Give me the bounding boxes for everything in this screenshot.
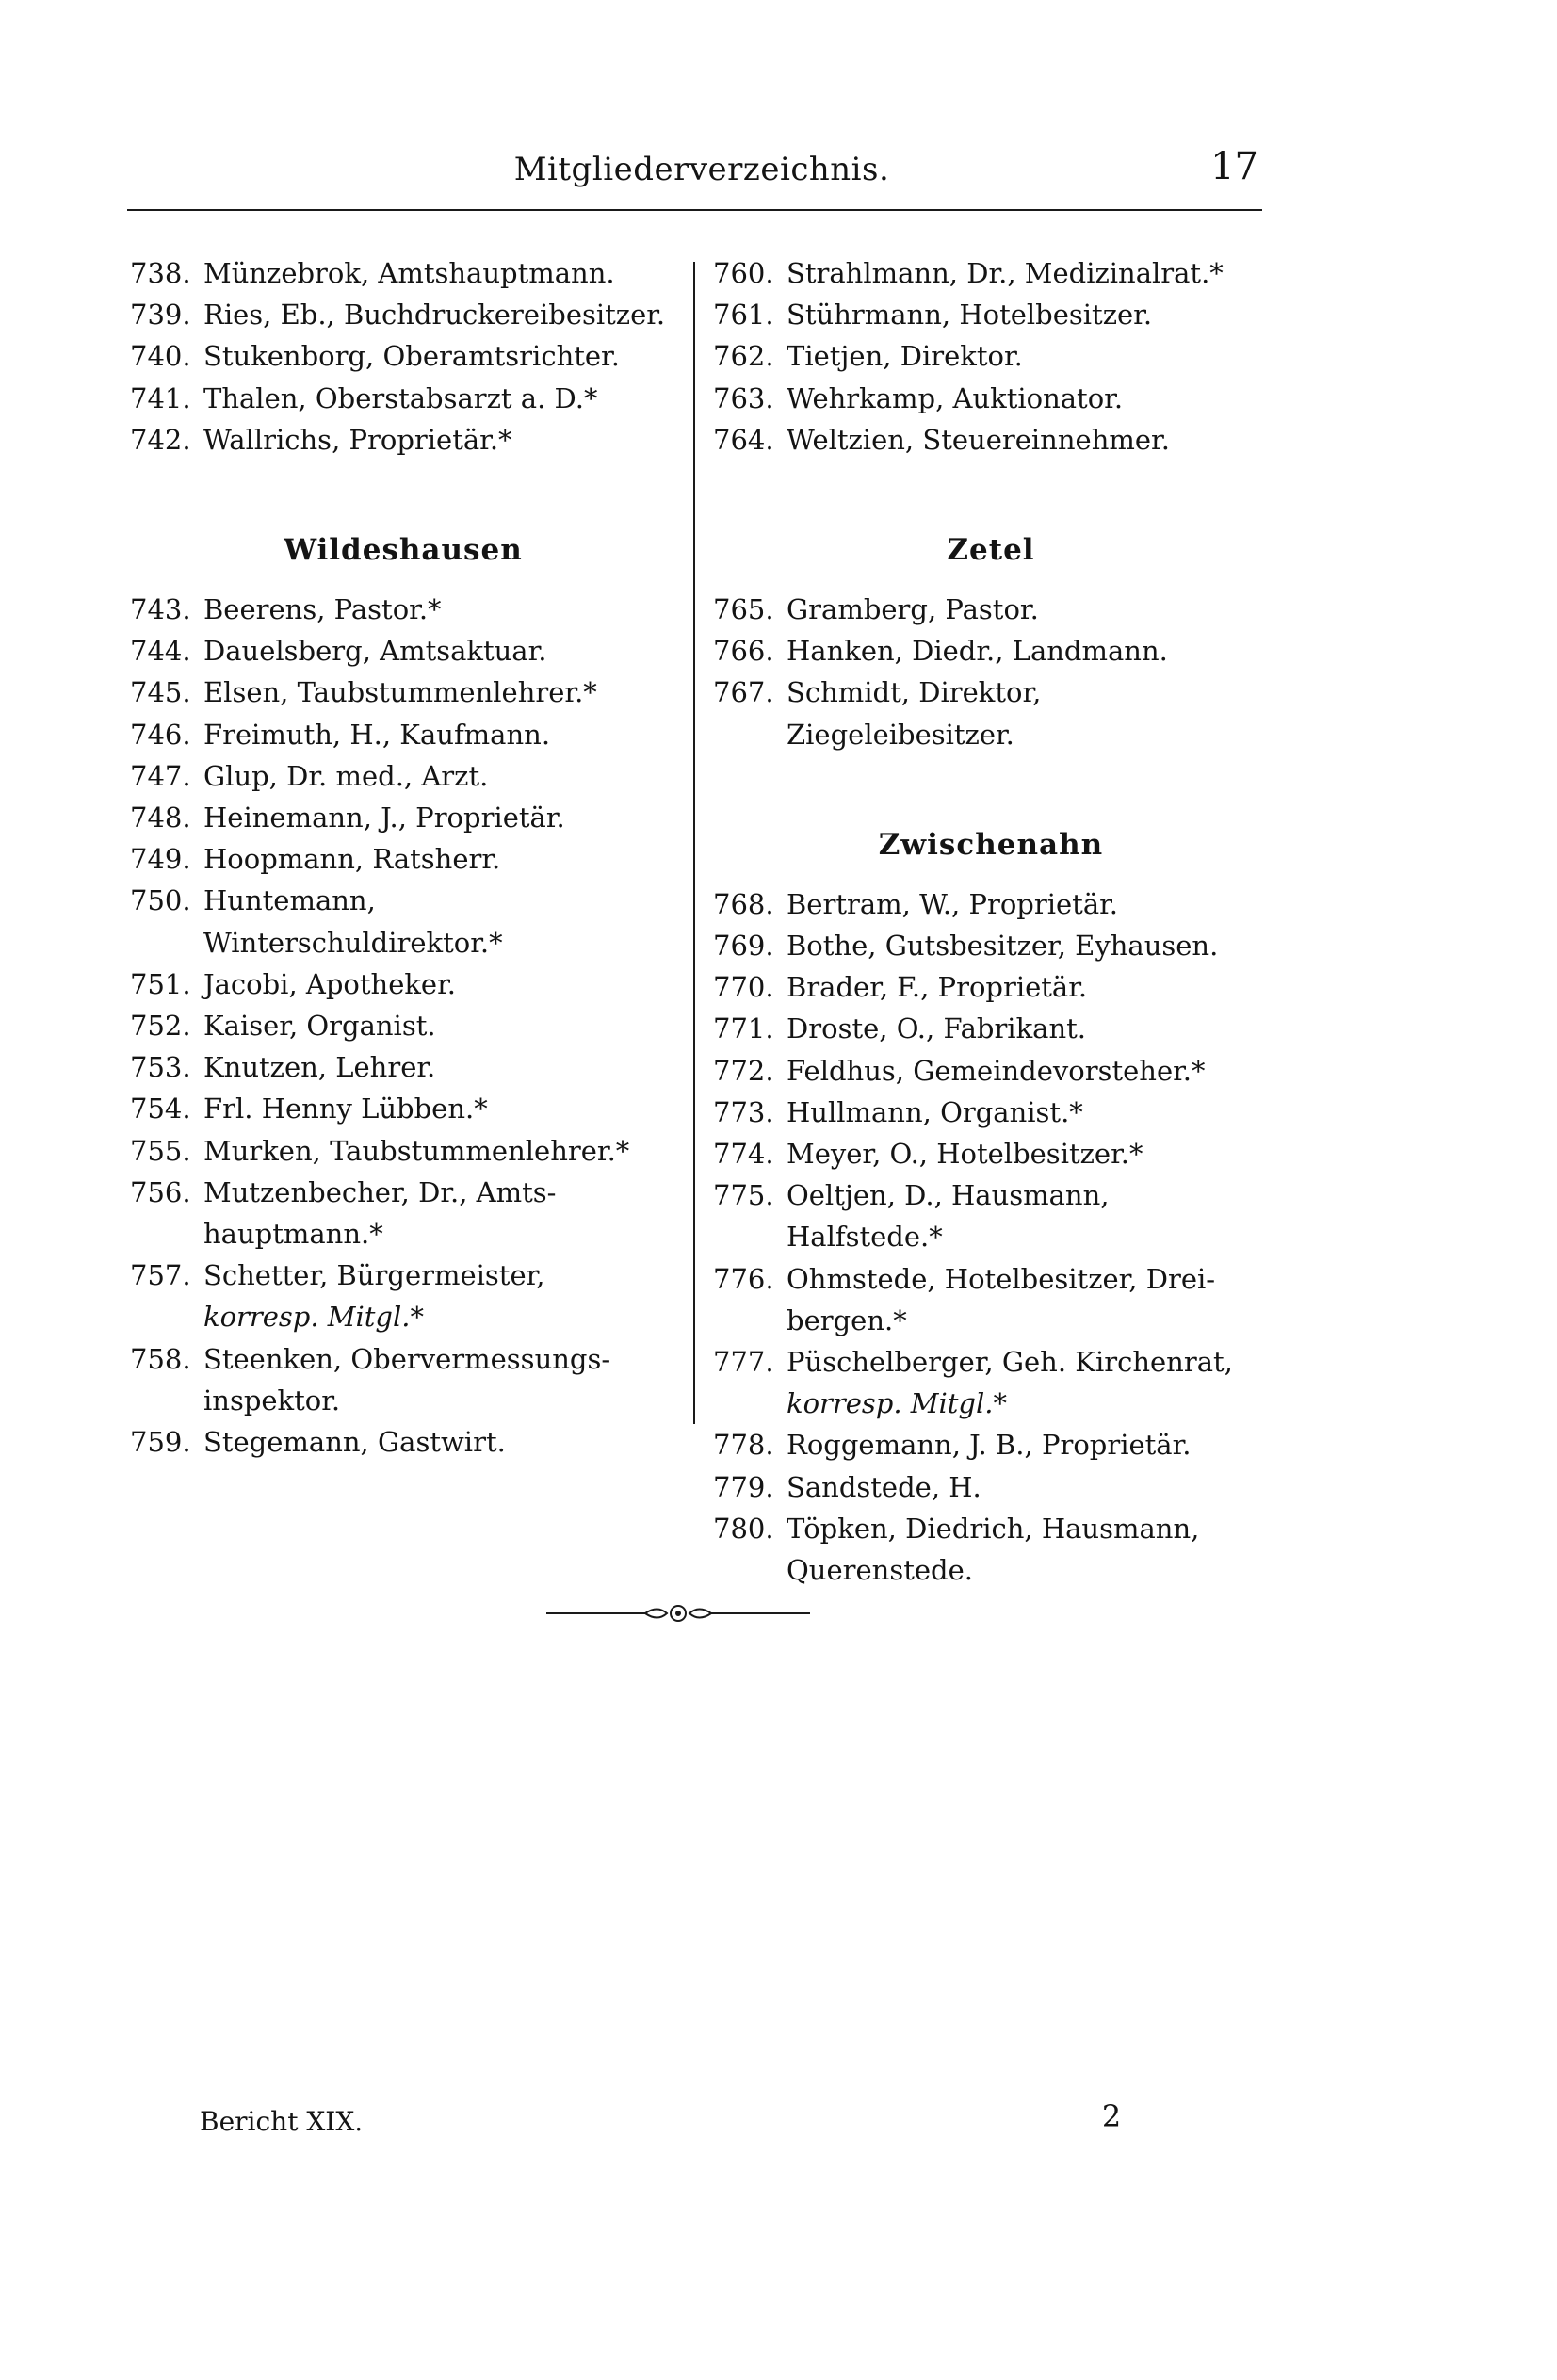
entry-text: Töpken, Diedrich, Hausmann,	[787, 1512, 1200, 1545]
section-title: Zwischenahn	[878, 827, 1104, 862]
entry-name	[787, 1466, 1269, 1508]
entry-text: Bothe, Gutsbesitzer, Eyhausen.	[787, 930, 1219, 963]
running-header: Mitgliederverzeichnis.	[513, 151, 890, 188]
entry-text: Beerens, Pastor.*	[203, 593, 442, 626]
entry-name	[203, 963, 676, 1005]
entry-name	[787, 672, 1269, 754]
member-entry	[130, 335, 676, 377]
section-title: Wildeshausen	[284, 533, 523, 568]
member-entry	[713, 672, 1269, 754]
left-column	[130, 252, 676, 1463]
entry-name	[203, 797, 676, 838]
entry-text: Heinemann, J., Proprietär.	[203, 801, 565, 834]
member-entry	[713, 252, 1269, 294]
entry-text: Meyer, O., Hotelbesitzer.*	[787, 1138, 1143, 1171]
entry-name	[787, 1133, 1269, 1174]
entry-number: 738.	[130, 257, 191, 289]
member-entry	[713, 1258, 1269, 1341]
signature-mark: 2	[1101, 2098, 1122, 2134]
entry-name	[787, 294, 1269, 335]
member-entry	[713, 1050, 1269, 1092]
entry-text: Hoopmann, Ratsherr.	[203, 843, 501, 876]
entry-number: 769.	[713, 930, 774, 963]
member-entry	[130, 1421, 676, 1463]
member-entry	[130, 1005, 676, 1046]
entry-name	[787, 630, 1269, 672]
entry-name	[787, 925, 1269, 966]
entry-text: Droste, O., Fabrikant.	[787, 1012, 1086, 1045]
entry-number: 755.	[130, 1134, 191, 1167]
entry-number: 749.	[130, 843, 191, 876]
entry-number: 768.	[713, 887, 774, 920]
entry-text: Wallrichs, Proprietär.*	[203, 423, 512, 456]
header-rule	[127, 209, 1262, 211]
entry-text: Wehrkamp, Auktionator.	[787, 381, 1124, 414]
entry-text: Oeltjen, D., Hausmann, Halfstede.*	[787, 1179, 1110, 1254]
entry-number: 780.	[713, 1512, 774, 1545]
member-entry	[130, 1130, 676, 1172]
right-column	[713, 252, 1269, 1591]
entry-name	[203, 714, 676, 755]
page-number: 17	[1210, 145, 1258, 188]
entry-name	[787, 1424, 1269, 1465]
entry-number: 760.	[713, 257, 774, 289]
entry-text: Freimuth, H., Kaufmann.	[203, 718, 551, 751]
entry-number: 765.	[713, 593, 774, 626]
entry-group	[130, 252, 676, 461]
member-entry	[130, 252, 676, 294]
entry-text: Stegemann, Gastwirt.	[203, 1426, 506, 1459]
member-entry	[130, 797, 676, 838]
member-entry	[130, 1088, 676, 1129]
entry-number: 757.	[130, 1259, 191, 1292]
entry-continuation: inspektor.	[203, 1384, 341, 1417]
entry-text: Stukenborg, Oberamtsrichter.	[203, 340, 620, 373]
entry-text: Roggemann, J. B., Proprietär.	[787, 1429, 1192, 1462]
entry-text: Hullmann, Organist.*	[787, 1095, 1083, 1128]
entry-number: 770.	[713, 971, 774, 1004]
entry-text: Frl. Henny Lübben.*	[203, 1093, 488, 1125]
entry-name	[203, 838, 676, 880]
entry-number: 754.	[130, 1093, 191, 1125]
entry-continuation: korresp. Mitgl.*	[787, 1387, 1007, 1420]
entry-number: 764.	[713, 423, 774, 456]
entry-name	[203, 589, 676, 630]
entry-continuation: korresp. Mitgl.*	[203, 1301, 424, 1334]
entry-number: 756.	[130, 1175, 191, 1208]
entry-name	[787, 1092, 1269, 1133]
entry-number: 775.	[713, 1179, 774, 1212]
entry-name	[203, 1421, 676, 1463]
member-entry	[713, 335, 1269, 377]
entry-text: Schmidt, Direktor, Ziegeleibesitzer.	[787, 676, 1042, 751]
entry-name	[203, 880, 676, 963]
entry-name	[787, 966, 1269, 1008]
entry-number: 766.	[713, 635, 774, 668]
entry-number: 778.	[713, 1429, 774, 1462]
member-entry	[713, 589, 1269, 630]
entry-group	[713, 883, 1269, 1591]
entry-text: Thalen, Oberstabsarzt a. D.*	[203, 381, 598, 414]
entry-name	[203, 1130, 676, 1172]
entry-group	[713, 589, 1269, 755]
entry-number: 773.	[713, 1095, 774, 1128]
member-entry	[713, 1341, 1269, 1424]
member-entry	[130, 755, 676, 797]
entry-number: 774.	[713, 1138, 774, 1171]
member-entry	[130, 838, 676, 880]
entry-text: Brader, F., Proprietär.	[787, 971, 1088, 1004]
entry-text: Hanken, Diedr., Landmann.	[787, 635, 1168, 668]
member-entry	[130, 1172, 676, 1255]
entry-name	[787, 1008, 1269, 1049]
entry-number: 752.	[130, 1010, 191, 1043]
entry-number: 743.	[130, 593, 191, 626]
entry-number: 777.	[713, 1346, 774, 1379]
member-entry	[713, 1174, 1269, 1257]
member-entry	[130, 419, 676, 461]
entry-continuation: bergen.*	[787, 1303, 907, 1336]
column-divider	[693, 262, 695, 1424]
entry-text: Weltzien, Steuereinnehmer.	[787, 423, 1170, 456]
member-entry	[130, 1046, 676, 1088]
entry-number: 753.	[130, 1051, 191, 1084]
entry-name	[203, 1172, 676, 1255]
entry-number: 767.	[713, 676, 774, 709]
entry-number: 750.	[130, 884, 191, 917]
entry-number: 751.	[130, 967, 191, 1000]
entry-name	[787, 883, 1269, 925]
entry-name	[203, 1255, 676, 1337]
entry-name	[787, 335, 1269, 377]
member-entry	[713, 883, 1269, 925]
member-entry	[713, 966, 1269, 1008]
member-entry	[130, 714, 676, 755]
entry-name	[787, 252, 1269, 294]
entry-text: Gramberg, Pastor.	[787, 593, 1039, 626]
ornament-divider	[546, 1601, 810, 1626]
entry-name	[203, 755, 676, 797]
entry-text: Strahlmann, Dr., Medizinalrat.*	[787, 257, 1224, 289]
entry-number: 779.	[713, 1470, 774, 1503]
entry-number: 739.	[130, 299, 191, 332]
entry-text: Ries, Eb., Buchdruckereibesitzer.	[203, 299, 666, 332]
entry-name	[787, 1341, 1269, 1424]
entry-continuation: Querenstede.	[787, 1554, 973, 1587]
member-entry	[713, 1092, 1269, 1133]
section-title: Zetel	[947, 533, 1035, 568]
entry-number: 771.	[713, 1012, 774, 1045]
member-entry	[130, 1255, 676, 1337]
entry-text: Steenken, Obervermessungs-	[203, 1342, 611, 1375]
entry-number: 762.	[713, 340, 774, 373]
member-entry	[130, 294, 676, 335]
entry-number: 741.	[130, 381, 191, 414]
entry-name	[203, 252, 676, 294]
entry-continuation: hauptmann.*	[203, 1218, 383, 1251]
member-entry	[713, 1133, 1269, 1174]
member-entry	[130, 963, 676, 1005]
member-entry	[130, 378, 676, 419]
entry-text: Püschelberger, Geh. Kirchenrat,	[787, 1346, 1233, 1379]
entry-name	[203, 1338, 676, 1421]
member-entry	[713, 1008, 1269, 1049]
footer-report-label: Bericht XIX.	[200, 2106, 364, 2137]
entry-name	[203, 1005, 676, 1046]
member-entry	[130, 880, 676, 963]
entry-text: Mutzenbecher, Dr., Amts-	[203, 1175, 557, 1208]
member-entry	[130, 630, 676, 672]
member-entry	[713, 419, 1269, 461]
entry-name	[787, 1050, 1269, 1092]
entry-number: 758.	[130, 1342, 191, 1375]
member-entry	[130, 672, 676, 713]
member-entry	[713, 378, 1269, 419]
entry-name	[787, 589, 1269, 630]
entry-number: 746.	[130, 718, 191, 751]
entry-text: Schetter, Bürgermeister,	[203, 1259, 545, 1292]
entry-name	[787, 1258, 1269, 1341]
entry-name	[203, 672, 676, 713]
entry-text: Feldhus, Gemeindevorsteher.*	[787, 1054, 1206, 1087]
entry-text: Ohmstede, Hotelbesitzer, Drei-	[787, 1262, 1216, 1295]
entry-number: 748.	[130, 801, 191, 834]
entry-text: Tietjen, Direktor.	[787, 340, 1023, 373]
entry-text: Glup, Dr. med., Arzt.	[203, 759, 489, 792]
entry-name	[203, 630, 676, 672]
entry-name	[203, 419, 676, 461]
entry-number: 747.	[130, 759, 191, 792]
entry-name	[787, 419, 1269, 461]
entry-text: Murken, Taubstummenlehrer.*	[203, 1134, 630, 1167]
entry-name	[203, 335, 676, 377]
member-entry	[130, 589, 676, 630]
entry-text: Knutzen, Lehrer.	[203, 1051, 436, 1084]
entry-name	[787, 378, 1269, 419]
entry-group	[713, 252, 1269, 461]
entry-text: Münzebrok, Amtshauptmann.	[203, 257, 615, 289]
member-entry	[713, 294, 1269, 335]
entry-number: 740.	[130, 340, 191, 373]
entry-number: 763.	[713, 381, 774, 414]
entry-number: 772.	[713, 1054, 774, 1087]
entry-text: Elsen, Taubstummenlehrer.*	[203, 676, 597, 709]
entry-text: Stührmann, Hotelbesitzer.	[787, 299, 1153, 332]
member-entry	[130, 1338, 676, 1421]
entry-number: 742.	[130, 423, 191, 456]
entry-name	[787, 1508, 1269, 1591]
member-entry	[713, 630, 1269, 672]
entry-text: Bertram, W., Proprietär.	[787, 887, 1119, 920]
entry-name	[203, 1088, 676, 1129]
member-entry	[713, 1424, 1269, 1465]
entry-name	[203, 294, 676, 335]
member-entry	[713, 1508, 1269, 1591]
entry-name	[203, 1046, 676, 1088]
entry-text: Huntemann, Winterschuldirektor.*	[203, 884, 503, 959]
entry-text: Sandstede, H.	[787, 1470, 981, 1503]
entry-text: Dauelsberg, Amtsaktuar.	[203, 635, 547, 668]
entry-group	[130, 589, 676, 1463]
entry-number: 745.	[130, 676, 191, 709]
member-entry	[713, 1466, 1269, 1508]
entry-number: 776.	[713, 1262, 774, 1295]
entry-number: 744.	[130, 635, 191, 668]
member-entry	[713, 925, 1269, 966]
entry-name	[787, 1174, 1269, 1257]
entry-number: 761.	[713, 299, 774, 332]
entry-text: Kaiser, Organist.	[203, 1010, 436, 1043]
entry-text: Jacobi, Apotheker.	[203, 967, 456, 1000]
entry-number: 759.	[130, 1426, 191, 1459]
entry-name	[203, 378, 676, 419]
